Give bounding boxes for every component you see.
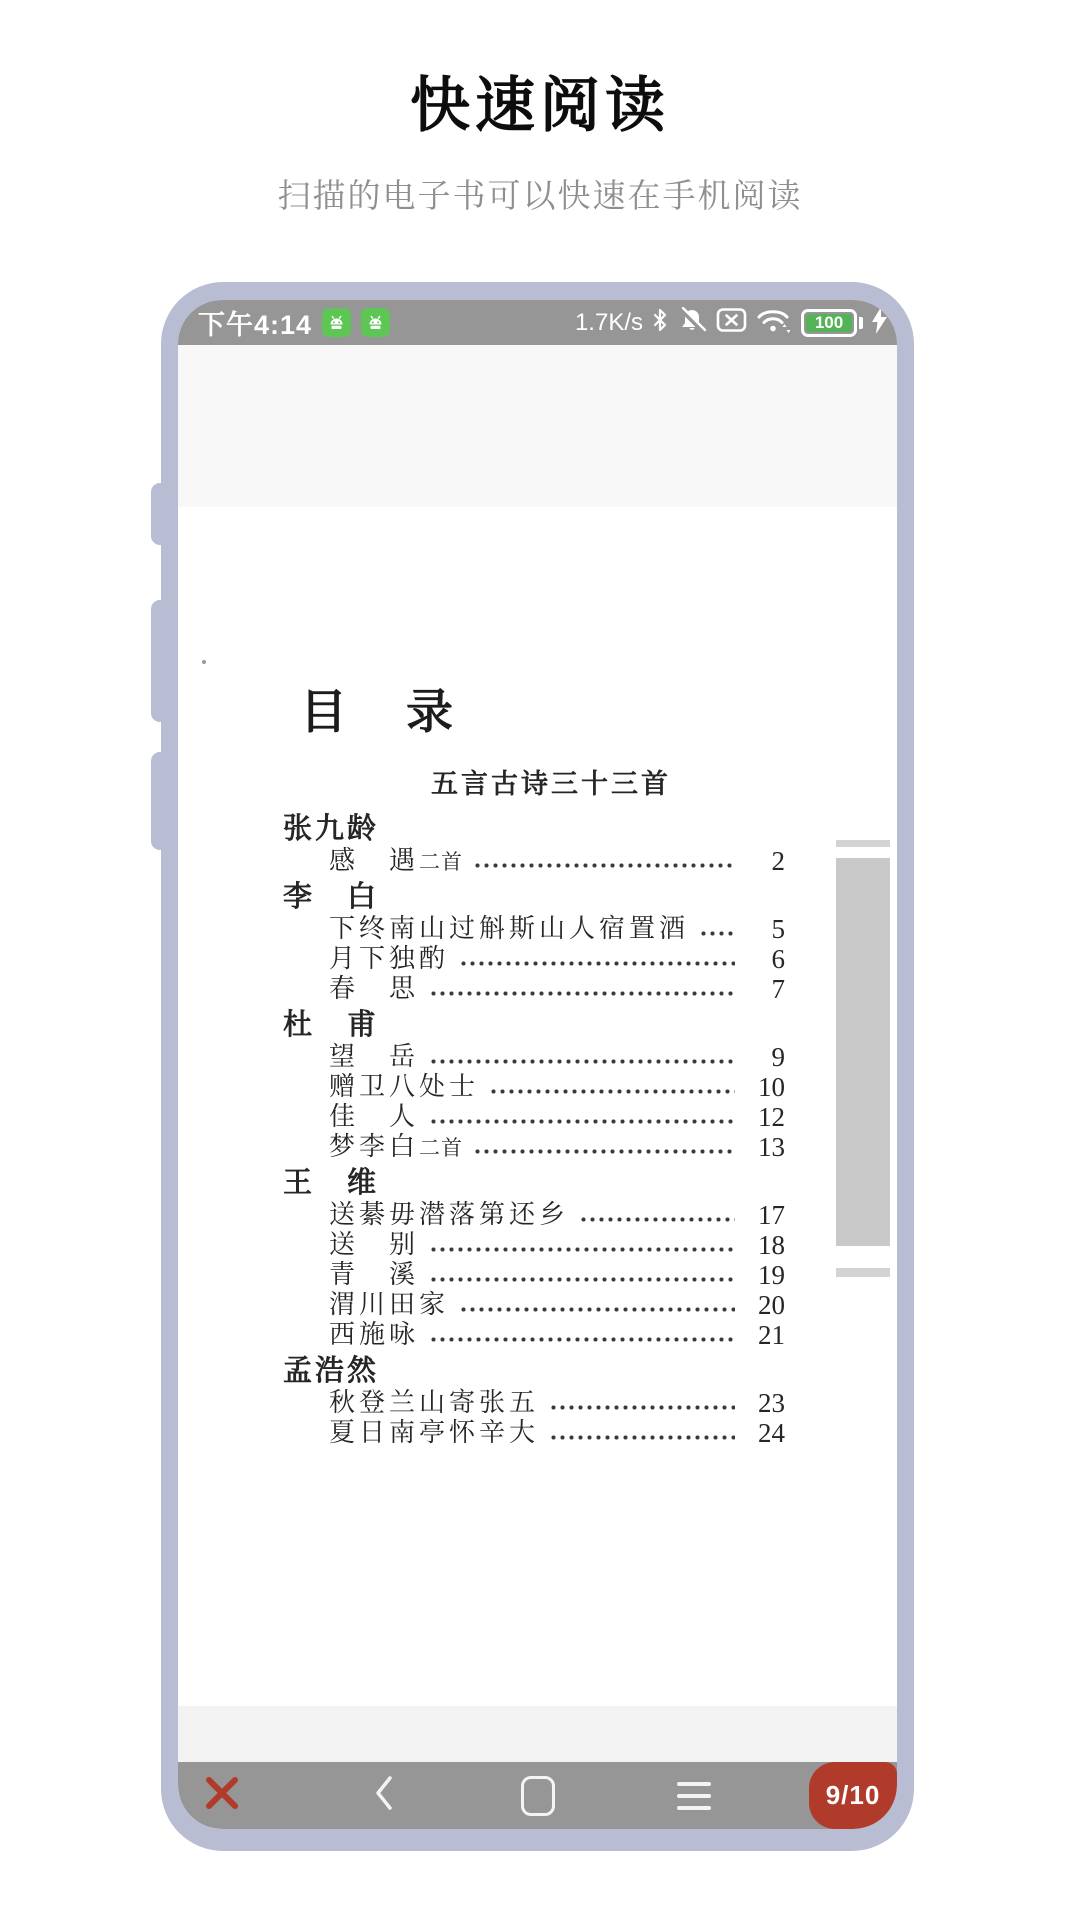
close-button[interactable] [194, 1762, 250, 1829]
toc-author [283, 1354, 785, 1388]
toc-entry-title: 夏日南亭怀辛大 [329, 1418, 540, 1447]
toc-entry [283, 914, 785, 944]
sim-missing-icon [716, 307, 747, 338]
toc-entry-suffix: 二首 [419, 850, 464, 874]
scrollbar-cap-bottom [836, 1268, 890, 1277]
scanned-page [178, 507, 897, 1706]
power-button [151, 752, 169, 850]
scrollbar-thumb[interactable] [836, 858, 890, 1246]
dot-leader [699, 931, 735, 936]
battery-body [801, 309, 857, 337]
mute-bell-icon [677, 307, 707, 339]
toc-entry [283, 1388, 785, 1418]
toc-list [283, 808, 785, 1448]
battery-tip [859, 317, 863, 329]
toc-author [283, 812, 785, 846]
toc-entry [283, 1260, 785, 1290]
network-speed-label: 1.7K/s [574, 308, 643, 336]
toc-entry-page-number: 13 [758, 1132, 785, 1162]
toc-entry-page-number: 21 [758, 1320, 785, 1350]
scrollbar-cap-top [836, 840, 890, 847]
toc-author [283, 1008, 785, 1042]
charging-bolt-icon [872, 307, 887, 339]
toc-entry-page-number: 24 [758, 1418, 785, 1448]
menu-icon [677, 1782, 711, 1810]
toc-entry-title: 望 岳 [329, 1042, 420, 1071]
back-chevron-icon [374, 1775, 394, 1816]
toc-entry-title: 送 别 [329, 1230, 420, 1259]
app-header-area [178, 345, 897, 507]
toc-entry [283, 1418, 785, 1448]
toc-author-label: 孟浩然 [283, 1355, 380, 1387]
phone-frame [161, 282, 914, 1851]
menu-button[interactable] [666, 1762, 722, 1829]
wifi-icon [756, 307, 792, 339]
toc-author-label: 王 维 [283, 1167, 380, 1199]
dot-leader [429, 1337, 735, 1342]
toc-group-title: 五言古诗三十三首 [431, 769, 671, 799]
toc-author-label: 李 白 [283, 881, 380, 913]
toc-entry [283, 846, 785, 876]
dot-leader [429, 1247, 735, 1252]
toc-entry-title: 秋登兰山寄张五 [329, 1388, 540, 1417]
back-button[interactable] [356, 1762, 412, 1829]
status-bar-right [575, 307, 887, 339]
toc-entry-title: 春 思 [329, 974, 420, 1003]
toc-entry-title: 渭川田家 [329, 1290, 450, 1319]
toc-entry-page-number: 10 [758, 1072, 785, 1102]
toc-entry [283, 1320, 785, 1350]
toc-entry-title: 梦李白 [329, 1132, 420, 1161]
home-button[interactable] [510, 1762, 566, 1829]
toc-entry [283, 974, 785, 1004]
toc-entry [283, 1230, 785, 1260]
toc-entry-page-number: 20 [758, 1290, 785, 1320]
android-notification-icon [322, 308, 351, 337]
toc-entry-page-number: 19 [758, 1260, 785, 1290]
toc-entry-title: 赠卫八处士 [329, 1072, 480, 1101]
toc-author-label: 张九龄 [283, 813, 380, 845]
page-subtitle: 扫描的电子书可以快速在手机阅读 [277, 177, 803, 214]
dot-leader [549, 1405, 735, 1410]
bottom-nav-bar [178, 1762, 897, 1829]
toc-author [283, 1166, 785, 1200]
toc-entry-page-number: 18 [758, 1230, 785, 1260]
toc-entry-title: 月下独酌 [329, 944, 450, 973]
dot-leader [429, 1277, 735, 1282]
toc-entry-page-number: 9 [771, 1042, 785, 1072]
battery-level-label: 100 [806, 314, 852, 332]
android-notification-icon [361, 308, 390, 337]
battery-icon [801, 309, 863, 337]
toc-author [283, 880, 785, 914]
toc-entry-title: 下终南山过斛斯山人宿置酒 [329, 914, 690, 943]
toc-entry-page-number: 2 [771, 846, 785, 876]
dot-leader [473, 863, 735, 868]
scrollbar[interactable] [836, 840, 890, 1280]
status-bar-left [198, 303, 390, 342]
status-bar [178, 300, 897, 345]
clock-label: 下午4:14 [198, 310, 313, 340]
hero [0, 58, 1080, 217]
toc-entry-title: 感 遇 [329, 846, 420, 875]
volume-up-button [151, 483, 169, 545]
toc-entry [283, 1042, 785, 1072]
toc-title: 目 录 [300, 687, 459, 739]
dot-leader [459, 1307, 735, 1312]
toc-entry-page-number: 23 [758, 1388, 785, 1418]
toc-entry [283, 944, 785, 974]
bluetooth-icon [652, 307, 668, 338]
dot-leader [473, 1149, 735, 1154]
toc-entry [283, 1102, 785, 1132]
toc-entry [283, 1072, 785, 1102]
volume-down-button [151, 600, 169, 722]
dot-leader [489, 1089, 735, 1094]
toc-entry-page-number: 7 [771, 974, 785, 1004]
toc-entry-title: 西施咏 [329, 1320, 420, 1349]
page-indicator-badge[interactable]: 9/10 [809, 1762, 897, 1829]
toc-entry-page-number: 5 [771, 914, 785, 944]
toc-entry [283, 1290, 785, 1320]
toc-entry [283, 1200, 785, 1230]
home-icon [521, 1776, 555, 1816]
dot-leader [579, 1217, 735, 1222]
toc-entry-page-number: 6 [771, 944, 785, 974]
dot-leader [429, 1059, 735, 1064]
phone-screen [178, 300, 897, 1829]
dot-leader [429, 1119, 735, 1124]
toc-entry-title: 佳 人 [329, 1102, 420, 1131]
page-speck [202, 660, 206, 664]
toc-entry-page-number: 17 [758, 1200, 785, 1230]
dot-leader [429, 991, 735, 996]
toc-entry-suffix: 二首 [419, 1136, 464, 1160]
toc-entry [283, 1132, 785, 1162]
toc-entry-title: 青 溪 [329, 1260, 420, 1289]
app-footer-area [178, 1706, 897, 1762]
toc-entry-page-number: 12 [758, 1102, 785, 1132]
dot-leader [459, 961, 735, 966]
close-icon [202, 1773, 242, 1818]
toc-author-label: 杜 甫 [283, 1009, 380, 1041]
toc-entry-title: 送綦毋潜落第还乡 [329, 1200, 570, 1229]
dot-leader [549, 1435, 735, 1440]
page-title: 快速阅读 [410, 72, 670, 139]
